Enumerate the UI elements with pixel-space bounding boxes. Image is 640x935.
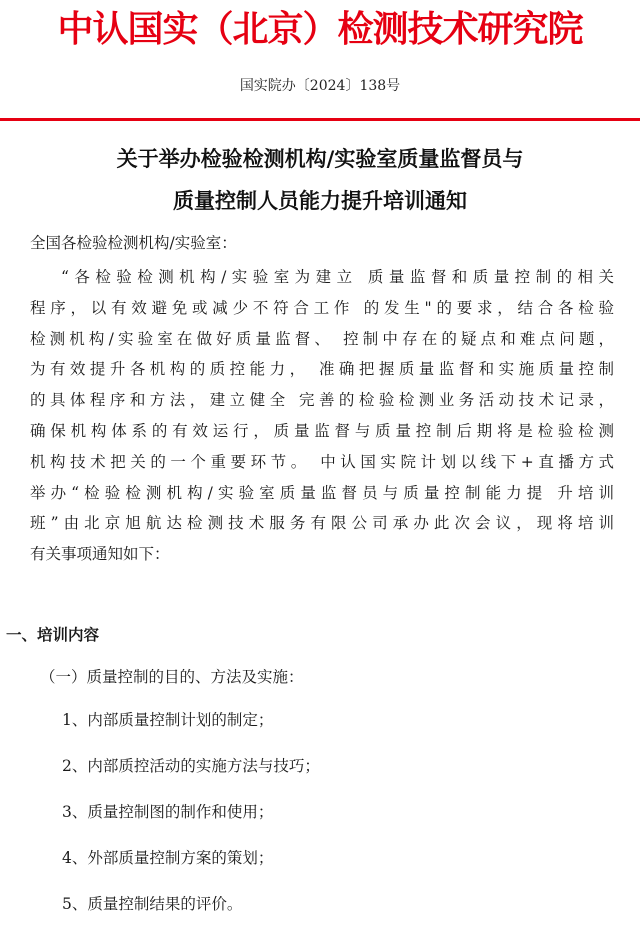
body-line: 程序，以有效避免或减少不符合工作 的发生"的要求，结合各检验 — [30, 298, 614, 317]
list-item: 4、外部质量控制方案的策划； — [62, 849, 274, 867]
body-line: 的具体程序和方法，建立健全 完善的检验检测业务活动技术记录， — [30, 391, 614, 410]
salutation: 全国各检验检测机构/实验室： — [30, 234, 237, 252]
body-line: 为有效提升各机构的质控能力， 准确把握质量监督和实施质量控制 — [30, 360, 614, 379]
body-line: 确保机构体系的有效运行，质量监督与质量控制后期将是检验检测 — [30, 421, 614, 440]
body-line: 举办“检验检测机构/实验室质量监督员与质量控制能力提 升培训 — [30, 483, 614, 502]
list-item: 5、质量控制结果的评价。 — [62, 895, 243, 913]
body-paragraph — [30, 262, 614, 570]
list-item: 3、质量控制图的制作和使用； — [62, 803, 274, 821]
subsection-heading-quality-control: （一）质量控制的目的、方法及实施： — [40, 668, 304, 686]
notice-title-line-1: 关于举办检验检测机构/实验室质量监督员与 — [116, 147, 524, 171]
notice-title — [0, 138, 640, 222]
quality-control-topic-list — [62, 705, 320, 935]
section-heading-training-content: 一、培训内容 — [6, 626, 100, 644]
body-line: 检测机构/实验室在做好质量监督、 控制中存在的疑点和难点问题， — [30, 329, 614, 348]
organization-header-title: 中认国实（北京）检测技术研究院 — [57, 9, 583, 50]
header-divider — [0, 118, 640, 121]
list-item: 1、内部质量控制计划的制定； — [62, 711, 274, 729]
body-line: 机构技术把关的一个重要环节。 中认国实院计划以线下+直播方式 — [30, 452, 614, 471]
notice-title-line-2: 质量控制人员能力提升培训通知 — [173, 189, 467, 213]
body-line: 有关事项通知如下： — [30, 545, 170, 564]
list-item: 2、内部质控活动的实施方法与技巧； — [62, 757, 320, 775]
document-number: 国实院办〔2024〕138号 — [239, 78, 401, 94]
body-line: 班”由北京旭航达检测技术服务有限公司承办此次会议，现将培训 — [30, 514, 614, 533]
body-line: “各检验检测机构/实验室为建立 质量监督和质量控制的相关 — [61, 268, 614, 286]
